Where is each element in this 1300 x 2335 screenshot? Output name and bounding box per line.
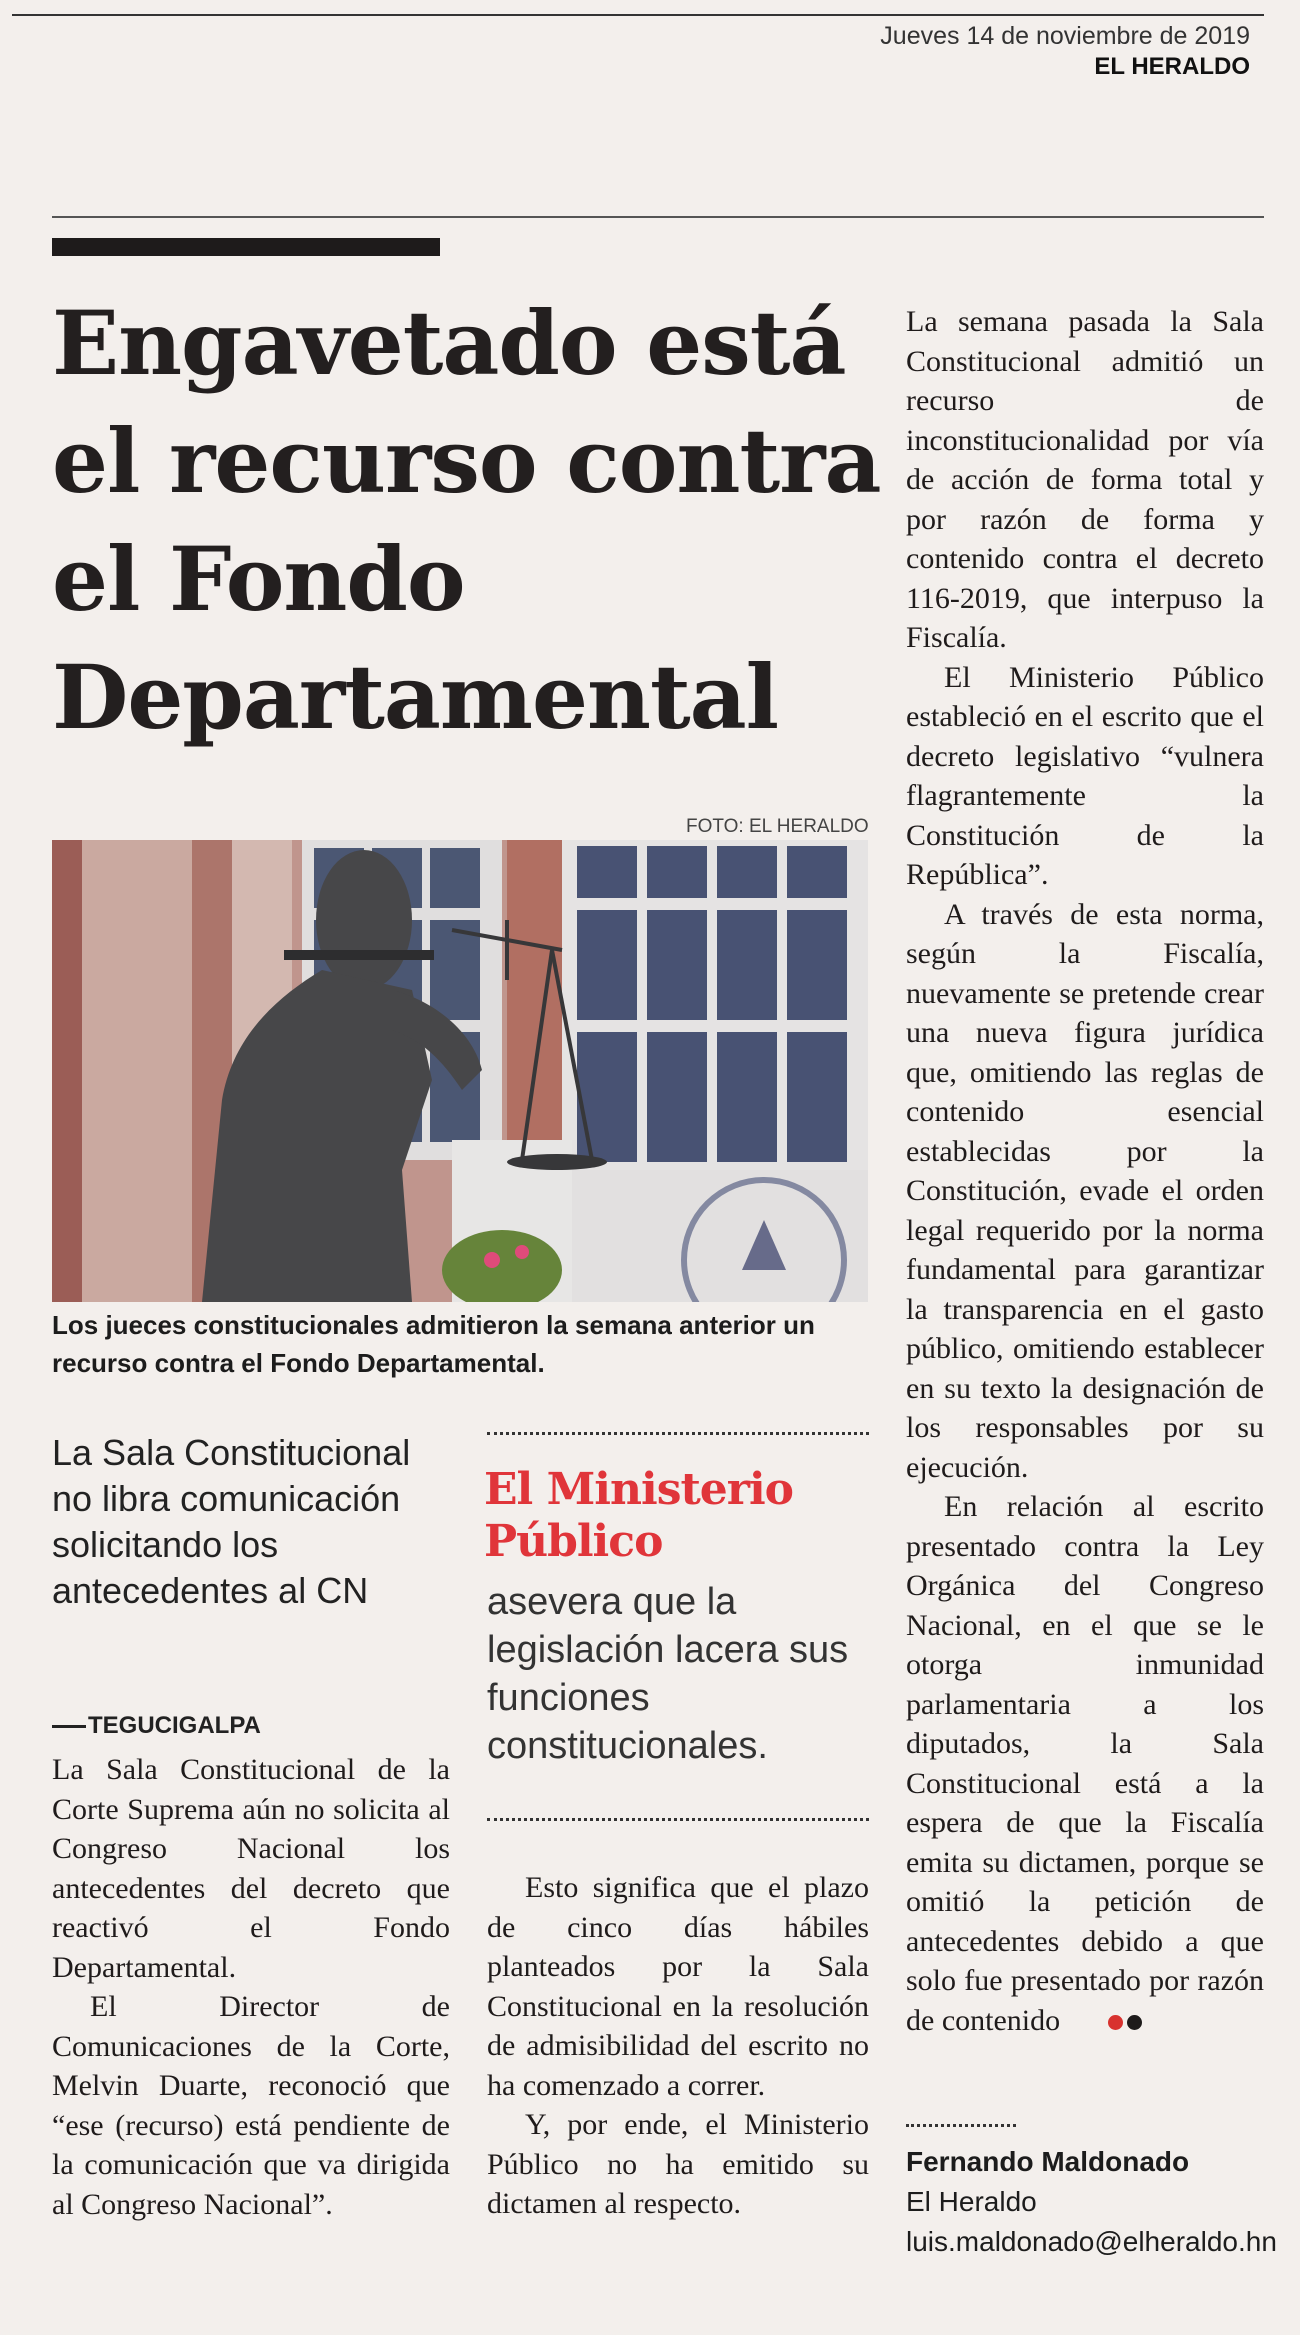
signature-rule (906, 2124, 1016, 2127)
issue-date: Jueves 14 de noviembre de 2019 (880, 22, 1250, 50)
paragraph: El Director de Comunicaciones de la Corte, Melvin Duarte, reconoció que “ese (recurso) está pendiente de la comunicación que va dirigida al Congreso Nacional”. (52, 1990, 450, 2221)
top-rule (12, 14, 1264, 16)
subheadline: La Sala Constitucional no libra comunicación solicitando los antecedentes al CN (52, 1432, 411, 1611)
middle-column (487, 1868, 869, 2224)
paragraph: Y, por ende, el Ministerio Público no ha emitido su dictamen al respecto. (487, 2108, 869, 2220)
right-column (906, 302, 1264, 2040)
paragraph: El Ministerio Público estableció en el escrito que el decreto legislativo “vulnera flagrantemente la Constitución de la República”. (906, 660, 1264, 891)
dateline-text: TEGUCIGALPA (88, 1712, 261, 1739)
photo-credit: FOTO: EL HERALDO (686, 816, 869, 837)
end-of-article-dots-icon (1066, 2001, 1142, 2041)
left-column (52, 1750, 450, 2224)
newspaper-name: EL HERALDO (1094, 53, 1250, 80)
lady-justice-statue-icon (52, 840, 868, 1302)
pull-quote-bottom-rule (487, 1818, 869, 1821)
section-rule (52, 216, 1264, 218)
paragraph-text: En relación al escrito presentado contra la Ley Orgánica del Congreso Nacional, en el que se le otorga inmunidad parlamentaria a los diputados, la Sala Constitucional está a la espera de que la Fiscalía emita su dictamen, porque se omitió la petición de antecedentes debido a que solo fue presentado por razón de contenido (906, 1490, 1264, 2037)
headline: Engavetado está el recurso contra el Fondo Departamental (52, 291, 881, 749)
end-dot-red (1108, 2015, 1123, 2030)
pull-quote-title: El Ministerio Público (484, 1464, 794, 1567)
pull-quote-top-rule (487, 1432, 869, 1435)
author-name: Fernando Maldonado (906, 2146, 1190, 2177)
photo-caption: Los jueces constitucionales admitieron la semana anterior un recurso contra el Fondo Departamental. (52, 1310, 815, 1378)
paragraph: La semana pasada la Sala Constitucional admitió un recurso de inconstitucionalidad por vía de acción de forma total y por razón de forma y contenido contra el decreto 116-2019, que interpuso la Fiscalía. (906, 305, 1264, 654)
end-dot-black (1127, 2015, 1142, 2030)
lady-justice-photo (52, 840, 868, 1302)
dateline (52, 1712, 261, 1740)
headline-bar (52, 238, 440, 256)
author-paper: El Heraldo (906, 2186, 1037, 2217)
paragraph: A través de esta norma, según la Fiscalía, nuevamente se pretende crear una nueva figura jurídica que, omitiendo las reglas de contenido esencial establecidas por la Constitución, evade el orden legal requerido por la norma fundamental para garantizar la transparencia en el gasto público, omitiendo establecer en su texto la designación de los responsables por su ejecución. (906, 897, 1264, 1484)
dateline-dash (52, 1725, 86, 1728)
paragraph: La Sala Constitucional de la Corte Suprema aún no solicita al Congreso Nacional los antecedentes del decreto que reactivó el Fondo Departamental. (52, 1753, 450, 1984)
paragraph-last (906, 1487, 1264, 2040)
author-email: luis.maldonado@elheraldo.hn (906, 2226, 1277, 2257)
paragraph: Esto significa que el plazo de cinco días hábiles planteados por la Sala Constitucional en la resolución de admisibilidad del escrito no ha comenzado a correr. (487, 1871, 869, 2102)
pull-quote-text: asevera que la legislación lacera sus funciones constitucionales. (487, 1581, 849, 1767)
